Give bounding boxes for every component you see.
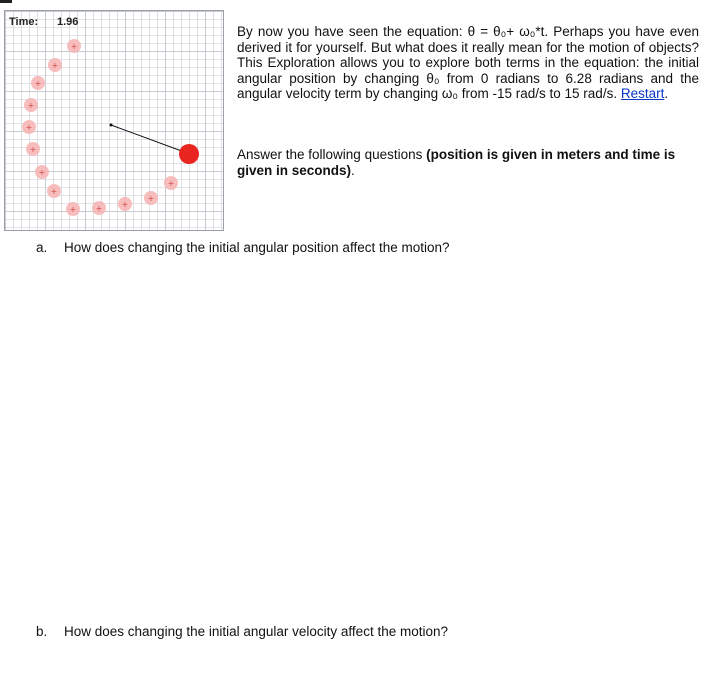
intro-text-end: . xyxy=(664,86,669,101)
intro-text: By now you have seen the equation: θ = θ₀+ ω₀*t. Perhaps you have even derived it for yourself. But what does it really mean for the motion of objects? This Exploration allows you to explore both terms in the equation: the initial angular position by changing θ₀ from 0 radians to 6.28 radians and the angular velocity term by changing ω₀ from -15 rad/s to 15 rad/s. xyxy=(237,24,699,101)
trail-marker-plus: + xyxy=(69,205,77,214)
trail-marker-plus: + xyxy=(95,204,103,213)
question-marker: b. xyxy=(36,624,48,639)
simulation-canvas[interactable] xyxy=(5,11,223,230)
trail-marker-plus: + xyxy=(50,187,58,196)
instructions-paragraph xyxy=(237,147,699,178)
rotating-ball xyxy=(179,144,199,164)
trail-marker-plus: + xyxy=(27,101,35,110)
question-b xyxy=(36,624,448,640)
trail-marker-plus: + xyxy=(167,179,175,188)
time-label: Time: xyxy=(9,16,39,28)
pendulum-string xyxy=(111,125,187,153)
trail-marker-plus: + xyxy=(34,79,42,88)
question-text: How does changing the initial angular velocity affect the motion? xyxy=(64,624,448,639)
trail-marker-plus: + xyxy=(147,194,155,203)
trail-marker-plus: + xyxy=(51,61,59,70)
time-value: 1.96 xyxy=(57,16,79,28)
instructions-end: . xyxy=(351,162,355,178)
question-text: How does changing the initial angular position affect the motion? xyxy=(64,240,450,255)
grid xyxy=(5,11,223,230)
question-a xyxy=(36,240,450,256)
trail-marker-plus: + xyxy=(121,200,129,209)
simulation-panel[interactable] xyxy=(4,10,224,231)
intro-paragraph xyxy=(237,24,699,102)
trail-marker-plus: + xyxy=(29,145,37,154)
pivot-point xyxy=(110,124,113,127)
top-rule xyxy=(0,0,12,3)
trail-marker-plus: + xyxy=(38,168,46,177)
question-marker: a. xyxy=(36,240,48,255)
restart-link[interactable]: Restart xyxy=(620,86,665,101)
trail-marker-plus: + xyxy=(70,42,78,51)
trail-marker-plus: + xyxy=(25,123,33,132)
instructions-bold: (position is given in meters and time is given in seconds) xyxy=(237,147,676,178)
instructions-text: Answer the following questions xyxy=(237,147,427,162)
